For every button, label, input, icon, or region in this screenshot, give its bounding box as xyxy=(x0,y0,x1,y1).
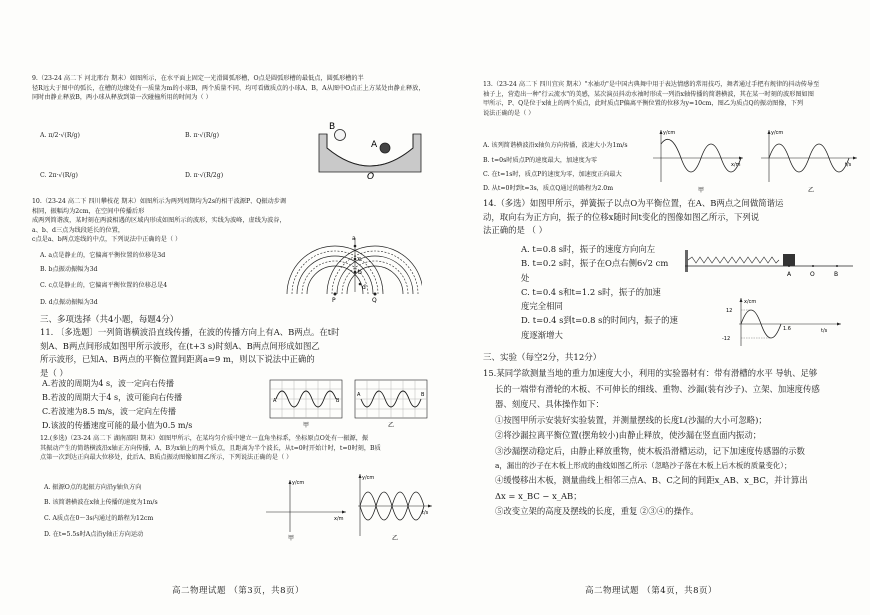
q10-option-c: C. c点是静止的，它偏离平衡位置的位移总是4 xyxy=(40,282,168,289)
q12-option-b: B. 该简谐横波在x轴上传播的速度为1m/s xyxy=(44,499,158,506)
q9-option-c: C. 2π·√(R/g) xyxy=(40,172,78,179)
q14-line: 法正确的是 （ ） xyxy=(483,225,547,236)
label-a: A xyxy=(273,398,277,404)
q9-option-a: A. π/2·√(R/g) xyxy=(40,132,80,139)
label-jia: 甲 xyxy=(288,535,295,542)
ball-b xyxy=(335,130,346,141)
question-14-stem xyxy=(483,197,863,238)
question-15-stem xyxy=(483,366,868,520)
q14-option-c-cont: 度完全相同 xyxy=(521,301,563,312)
y-axis-label: y/cm xyxy=(771,130,784,136)
t-axis-label: t/s xyxy=(821,328,828,334)
label-jia: 甲 xyxy=(698,187,705,194)
q9-option-d: D. π·√(R/2g) xyxy=(185,172,224,179)
label-d: d xyxy=(362,284,366,291)
q15-line: ①按图甲所示安装好实验装置，并测量摆线的长度L(沙漏的大小可忽略)； xyxy=(495,414,767,425)
q15-line: ④缓慢移出木板，测量曲线上相邻三点A、B、C之间的间距x_AB、x_BC，并计算出 xyxy=(495,474,808,485)
q11-line: 刻A、B两点间形成如图甲所示波形，在(t+3 s)时刻A、B两点间形成如图乙 xyxy=(40,340,320,351)
q13-figure-yi xyxy=(761,130,857,194)
q15-line: a，漏出的沙子在木板上形成的曲线如图乙所示（忽略沙子落在木板上后木板的质量变化）； xyxy=(495,461,792,471)
q12-line: 12.(多选)（23-24 高二下 湖南邵阳 期末）如图甲所示，在某均匀介质中建立一直角坐标系，坐标原点O处有一振源，振 xyxy=(40,435,369,442)
q10-option-b: B. b点振动振幅为3d xyxy=(40,266,98,273)
label-jia: 甲 xyxy=(303,422,310,429)
q14-line: 动，取向右为正方向，振子的位移x随时间t变化的图像如图乙所示，下列说 xyxy=(483,211,760,222)
q11-line: 是（ ） xyxy=(40,367,68,378)
q14-option-d: D. t=0.4 s到t=0.8 s的时间内，振子的速 xyxy=(521,315,678,326)
q11-option-c: C.若波速为8.5 m/s，波一定向左传播 xyxy=(42,407,177,416)
t-axis-label: t/s xyxy=(845,162,852,168)
q10-line: 成两列简谐波，某时刻在两波相遇的区域内形成如图所示的波形，实线为波峰，虚线为波谷，a、b、d三点为线段延长的位置， xyxy=(32,217,286,234)
label-p: P xyxy=(332,297,336,304)
q12-option-d: D. 在t=5.5s时A点沿y轴正方向运动 xyxy=(44,531,144,538)
q15-line: ⑤改变立架的高度及摆线的长度，重复 ②③④的操作。 xyxy=(495,506,699,517)
label-b: B xyxy=(834,271,839,278)
question-13-stem xyxy=(483,80,863,118)
q12-figure-yi xyxy=(350,470,435,542)
label-yi: 乙 xyxy=(392,535,399,542)
label-o: O xyxy=(367,172,375,180)
q11-figure-yi xyxy=(355,380,427,429)
q9-line: 9.（23-24 高二下 河北邢台 期末）如图所示，在水平面上固定一光滑圆弧形槽，O点是圆弧形槽的最低点，圆弧形槽的半 xyxy=(32,75,364,82)
q11-figure-jia xyxy=(270,380,342,429)
q15-line: ③沙漏摆动稳定后，由静止释放重物，使木板沿滑槽运动，记下加速度传感器的示数 xyxy=(495,445,805,456)
q13-option-b: B. t=0s时质点P的速度最大，加速度为零 xyxy=(483,157,598,164)
q13-line: 说法正确的是（ ） xyxy=(483,109,535,117)
q14-option-d-cont: 度逐渐增大 xyxy=(521,329,563,340)
q13-option-d: D. 从t=0时到t=3s，质点Q通过的路程为2.0m xyxy=(483,185,614,192)
q14-option-b: B. t=0.2 s时，振子在O点右侧6√2 cm xyxy=(521,258,669,269)
section-multiple-choice-heading: 三、多项选择（共4小题，每题4分） xyxy=(40,315,179,325)
x-axis-label: x/m xyxy=(731,162,741,168)
label-c: c xyxy=(358,256,362,263)
q11-line: 所示波形，已知A、B两点的平衡位置间距离a=9 m，则以下说法中正确的 xyxy=(40,354,315,365)
q15-line: 器、刻度尺、具体操作如下： xyxy=(495,399,604,410)
q11-option-b: B.若波的周期大于4 s，波可能向右传播 xyxy=(42,393,183,402)
q14-option-a: A. t=0.8 s时，振子的速度方向向左 xyxy=(521,244,656,254)
ball-a xyxy=(380,143,390,153)
value-minus-12: -12 xyxy=(722,336,731,342)
q12-line: 其振动产生的简谐横波沿x轴正方向传播，A、B为x轴上的两个质点，且距离为半个波长，从t=0时开始计时，t=0时刻，B质 xyxy=(40,444,381,452)
q13-option-c: C. 在t=1s时，质点P的速度为零，加速度正向最大 xyxy=(483,171,622,178)
q10-interference-figure xyxy=(282,232,422,304)
q11-option-d: D.该波的传播速度可能的最小值为0.5 m/s xyxy=(42,421,193,430)
q11-wave-figures xyxy=(265,378,435,430)
section-experiment-heading: 三、实验（每空2分，共12分） xyxy=(483,353,602,363)
q14-option-c: C. t=0.4 s和t=1.2 s时，振子的加速 xyxy=(521,286,661,297)
label-a: A xyxy=(357,392,361,398)
q13-line: 13.（23-24 高二下 四川宜宾 期末）"水袖功"是中国古典舞中用于表达情感的常用技巧，舞者通过手把有规律的抖动传导至 xyxy=(483,81,820,88)
label-b: B xyxy=(336,398,340,404)
label-q: Q xyxy=(372,297,377,304)
label-o: O xyxy=(810,271,815,278)
q13-figure-jia xyxy=(653,130,743,194)
q11-option-a: A.若波的周期为4 s，波一定向右传播 xyxy=(42,379,175,388)
q10-line: c点是a、b两点连线的中点，下列说法中正确的是（ ） xyxy=(32,236,182,244)
q15-line: ②将沙漏拉离平衡位置(摆角较小)由静止释放，使沙漏在竖直面内振动； xyxy=(495,430,762,441)
y-axis-label: y/cm xyxy=(292,480,305,486)
q9-line: 径R远大于图中的弧长，在槽的边缘处有一质量为m的小球B，两个质量不同、均可看做质点的小球A、B，A从图中O点正上方某处由静止释放， xyxy=(32,84,425,92)
right-page xyxy=(435,0,870,615)
y-axis-label: y/cm xyxy=(362,475,375,481)
q12-figure-jia xyxy=(262,472,352,542)
x-axis-label: x/m xyxy=(334,516,344,522)
left-page-footer: 高二物理试题 （第3页，共8页） xyxy=(172,586,305,596)
question-12-stem xyxy=(40,434,430,463)
q13-figures xyxy=(643,126,863,194)
label-b: b xyxy=(358,269,362,276)
q12-option-c: C. A质点在0～3s内通过的路程为12cm xyxy=(44,515,154,522)
x-axis-label: x/cm xyxy=(744,299,757,305)
t-axis-label: t/s xyxy=(422,510,429,516)
q13-line: 甲所示，P、Q是位于x轴上的两个质点，此时质点P偏离平衡位置的位移为y=10cm，图乙为质点Q的振动图像，下列 xyxy=(483,100,804,108)
q10-option-a: A. a点是静止的，它偏离平衡位置的位移是3d xyxy=(40,252,166,259)
value-12: 12 xyxy=(726,308,733,314)
q9-option-b: B. π·√(R/g) xyxy=(185,132,219,139)
right-page-footer: 高二物理试题 （第4页，共8页） xyxy=(585,586,718,596)
q14-line: 14.（多选）如图甲所示，弹簧振子以点O为平衡位置，在A、B两点之间做简谐运 xyxy=(483,198,784,208)
q13-option-a: A. 该列简谐横波沿x轴负方向传播，波速大小为1m/s xyxy=(483,142,628,149)
question-10-stem xyxy=(32,197,287,245)
q12-option-a: A. 振源O点的起振方向沿y轴负方向 xyxy=(44,484,142,491)
q15-line: 长的一端带有滑轮的木板、不可伸长的细线、重物、沙漏(装有沙子)、立架、加速度传感 xyxy=(495,383,820,394)
q15-line: Δx = x_BC − x_AB； xyxy=(495,490,582,501)
q10-option-d: D. d点振动振幅为3d xyxy=(40,299,98,306)
q14-spring-figure xyxy=(683,244,863,280)
q15-line: 15.某同学欲测量当地的重力加速度大小，利用的实验器材有：带有滑槽的水平 导轨、足够 xyxy=(483,368,818,378)
label-yi: 乙 xyxy=(808,187,815,194)
q13-line: 袖子上，营造出一种"行云流水"的美感，某次演员抖动水袖时形成一列沿x轴传播的简谐横波，其在某一时刻的波形图如图 xyxy=(483,90,814,98)
q9-line: 同时由静止释放B，两小球从释放到第一次碰撞所用的时间为（ ） xyxy=(32,94,212,102)
label-yi: 乙 xyxy=(388,422,395,429)
label-b: B xyxy=(329,122,336,132)
q14-option-b-cont: 处 xyxy=(521,272,530,283)
question-11-stem xyxy=(40,326,430,380)
q12-line: 点第一次到达正向最大位移处，此后A、B质点振动图像如图乙所示，下列说法正确的是（ ） xyxy=(40,454,293,462)
label-a: A xyxy=(371,140,378,150)
y-axis-label: y/cm xyxy=(663,130,676,136)
q14-xt-figure xyxy=(721,296,851,348)
q10-line: 10.（23-24 高二下 四川攀枝花 期末）如图所示为两列周期均为2s的相干波源P、Q振动步调相同，振幅均为2cm，在空间中传播后形 xyxy=(32,198,287,215)
question-9-stem xyxy=(32,74,432,103)
tick-1-6: 1.6 xyxy=(783,326,791,332)
q11-line: 11. 〔多选题〕一列简谐横波沿直线传播，在波的传播方向上有A、B两点。在t时 xyxy=(40,327,340,337)
label-b: B xyxy=(421,392,425,398)
label-a: A xyxy=(787,271,792,278)
label-a: a xyxy=(352,235,356,242)
q9-bowl-figure xyxy=(315,120,425,180)
